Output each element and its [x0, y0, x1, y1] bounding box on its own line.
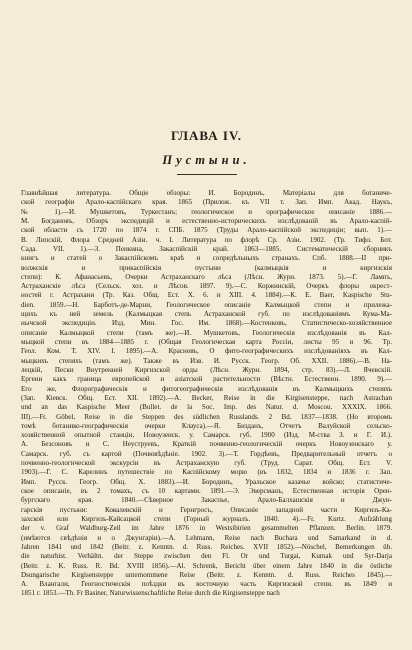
text-line: лецкiй, Пески Внутренней Киргизской орды (Лѣсн. Журн. 1894, стр. 83).—Л. Ячевскiй. [21, 365, 392, 374]
chapter-title: ГЛАВА IV. [171, 128, 242, 143]
text-line: Астраханскiе лѣса (Сельск. хоз. и Лѣсов. 1897. 9).—С. Коржинскiй, Очеркъ флоры окрест- [21, 282, 392, 291]
chapter-subtitle: Пустыни. [162, 153, 251, 167]
text-line: А. Влангали, Геогностическiя поѣздки въ восточную часть Киргизской степи. въ 1849 и [21, 580, 392, 589]
text-line: хозяйственной опытной станцiи, Новоузенск. у. Самарск. губ. 1900 (Изд. М-ства З. и Г. И.). [21, 431, 392, 440]
text-line: № 1).—И. Мушкетовъ, Туркестанъ; геологическое и орографическое описанiе 1886.— [21, 207, 392, 216]
text-line: die naturhist. Verhältn. der Steppe zwischen den Fl. Or und Turgai, Kumak und Syr-Darja [21, 552, 392, 561]
text-line: Его же, Флорографическiя и фитогеографическiя изслѣдованiя въ Калмыцкихъ степяхъ [21, 384, 392, 393]
text-line: бургскаго края. 1840.—Сѣверное Закаспье, Арало-Балхашскiя и Джун- [21, 496, 392, 505]
literature-paragraph [21, 189, 392, 599]
text-line: (Зап. Кiевск. Общ. Ест. XII. 1892).—А. Becker, Reise in die Kirgisensteppe, nach Astrachan [21, 393, 392, 402]
text-line: мыцкой степи въ 1884—1885 г. (Общая Геологическая карта Россiи, листы 95 и 96. Тр. [21, 338, 392, 346]
text-line: Самарск. губ. съ картой (Почвовѣдѣнiе. 1902. 3).—Т. Гордѣевъ, Предварительный отчетъ о [21, 449, 392, 458]
text-line: М. Богдановъ, Обзоръ экспедицiй и естественно-историческихъ изслѣдованiй въ Арало-каспiй- [21, 216, 392, 225]
text-line: Dsungarische Kirgisensteppe unternommene Reise (Beitr. z. Kenntn. d. Russ. Reiches 1845).— [21, 570, 392, 579]
text-line: гарскiя пустыни: Ковалевскiй и Гернгросъ, Описанiе западной части Киргизъ-Ка- [21, 505, 392, 514]
text-line: волжскiя и прикаспiйскiя пустыни (калмыцкiя и киргизскiя [21, 263, 392, 272]
text-line: Сада. VII. 1).—З. Пенкина, Закаспiйскiй край. 1863—1885. Систематическiй сборникъ [21, 244, 392, 253]
text-line: щихъ къ ней земель (Калмыцкая степь Астраханской губ. по изслѣдованiямъ Кума-Ма- [21, 310, 392, 319]
text-line: 1903).—Г. С. Карелинъ путешествiе по Каспiйскому морю (въ 1832, 1834 и 1836 г. Зап. [21, 468, 392, 477]
text-line: описанiе Калмыцкой степи (тамъ же).—И. Мушкетовъ, Геологическiя изслѣдованiя въ Кал- [21, 328, 392, 337]
text-line: Jahren 1841 und 1842 (Beitr. z. Kenntn. d. Russ. Reiches. XVII 1852).—Nöschel, Bemerkungen üb. [21, 542, 392, 551]
text-line: захской или Киргизъ-Кайсацкой степи (Горный журналъ. 1840. 4).—Fr. Kurtz. Aufzählung [21, 514, 392, 523]
text-line: степи): К. Афанасьевъ, Очерки Астраханскаго лѣса (Лѣсн. Журн. 1873. 5).—Г. Лампъ, [21, 272, 392, 281]
text-line: А. Безсоновъ и С. Неуструевъ, Краткiй почвенно-геологическiй очеркъ Новоузенскаго у. [21, 440, 392, 449]
text-line: ское описанiе, въ 2 томахъ, съ 10 картами. 1891.—Э. Эверсманъ, Естественная исторiя Орен- [21, 487, 392, 495]
text-line: Геол. Ком. Т. XIV. I. 1895).—А. Красновъ, О фито-географическихъ изслѣдованiяхъ въ Кал- [21, 347, 392, 356]
text-line: Главнѣйшая литература. Общiе обзоры: И. Бородинъ, Матерiалы для ботаниче- [21, 189, 392, 197]
text-line: Ергени какъ граница европейской и азiатской растительности (Вѣстн. Естественн. 1890. 9).— [21, 375, 392, 384]
text-line: ностей г. Астрахани (Тр. Каз. Общ. Ест. X. 6. и XIII. 4. 1884).—К. Е. Baer, Kaspische Stu- [21, 291, 392, 300]
text-line: В. Липскiй, Флора Средней Азiи. ч. I. Литература по флорѣ Ср. Азiи. 1902. (Тр. Тифл. Бот. [21, 235, 392, 244]
text-line: (Beitr. z. K. Russ. R. Bd. XVIII 1856).—Al. Schrenk, Bericht über einem Jahre 1840 in die östliche [21, 561, 392, 570]
text-line: (имѣются свѣдѣнiя и о Джунгарiи).—А. Lehmann, Reise nach Buchara und Samarkand in d. [21, 533, 392, 542]
text-line: Имп. Русск. Геогр. Общ. X. 1883).—И. Бородинъ, Уральское казачье войско; статистиче- [21, 477, 392, 486]
text-line: III).—Fr. Göbel, Reise in die Steppen des südlichen Russlands. 2 Bd. 1837—1838. (Но второмъ [21, 412, 392, 421]
text-line: мыцкихъ степяхъ (тамъ же). Также въ Изв. И. Русск. Геогр. Об. XXII. 1886).—В. На- [21, 356, 392, 365]
text-line: und an das Kaspische Meer (Bullet. de la Soc. Imp. des Natur. d. Moscou. XXXIX. 1866. [21, 403, 392, 412]
text-line: нычской экспедицiи. Изд. Мин. Гос. Им. 1868).—Костенковъ, Статистическо-хозяйственное [21, 319, 392, 328]
text-line: der v. Graf Waldburg-Zeil im Jahre 1876 in Westsibirien gesammelten Pflanzen. Berlin. 1879. [21, 524, 392, 533]
text-line: 1851 г. 1853.—Th. Fr Basiner, Naturwissenschaftliche Reise durch die Kirgisensteppe nach [21, 589, 280, 598]
text-line: книгъ и статей о Закаспiйскомъ краѣ и сопредѣльныхъ странахъ. Спб. 1888.—II при- [21, 254, 392, 263]
text-line: ской географiи Арало-каспiйскаго края. 1865 (Прилож. къ VII т. Зап. Имп. Акад. Наукъ, [21, 198, 392, 207]
text-line: почвенно-геологической экскурсiи въ Астраханскую губ. (Труд. Сарат. Общ. Ест. V. [21, 459, 392, 468]
text-line: томѣ ботанико-географическiя очерки Клауса).—Я. Бизданъ, Отчетъ Валуйской сельско- [21, 421, 392, 430]
text-line: dien. 1859.—Н. Барботъ-де-Марни, Геологическое описанiе Калмыцкой степи и прилежа- [21, 300, 392, 309]
text-line: ской области съ 1720 по 1874 г. СПБ. 1875 (Труды Арало-каспiйской экспедицiи; вып. 1).— [21, 226, 392, 235]
title-divider [177, 174, 237, 175]
